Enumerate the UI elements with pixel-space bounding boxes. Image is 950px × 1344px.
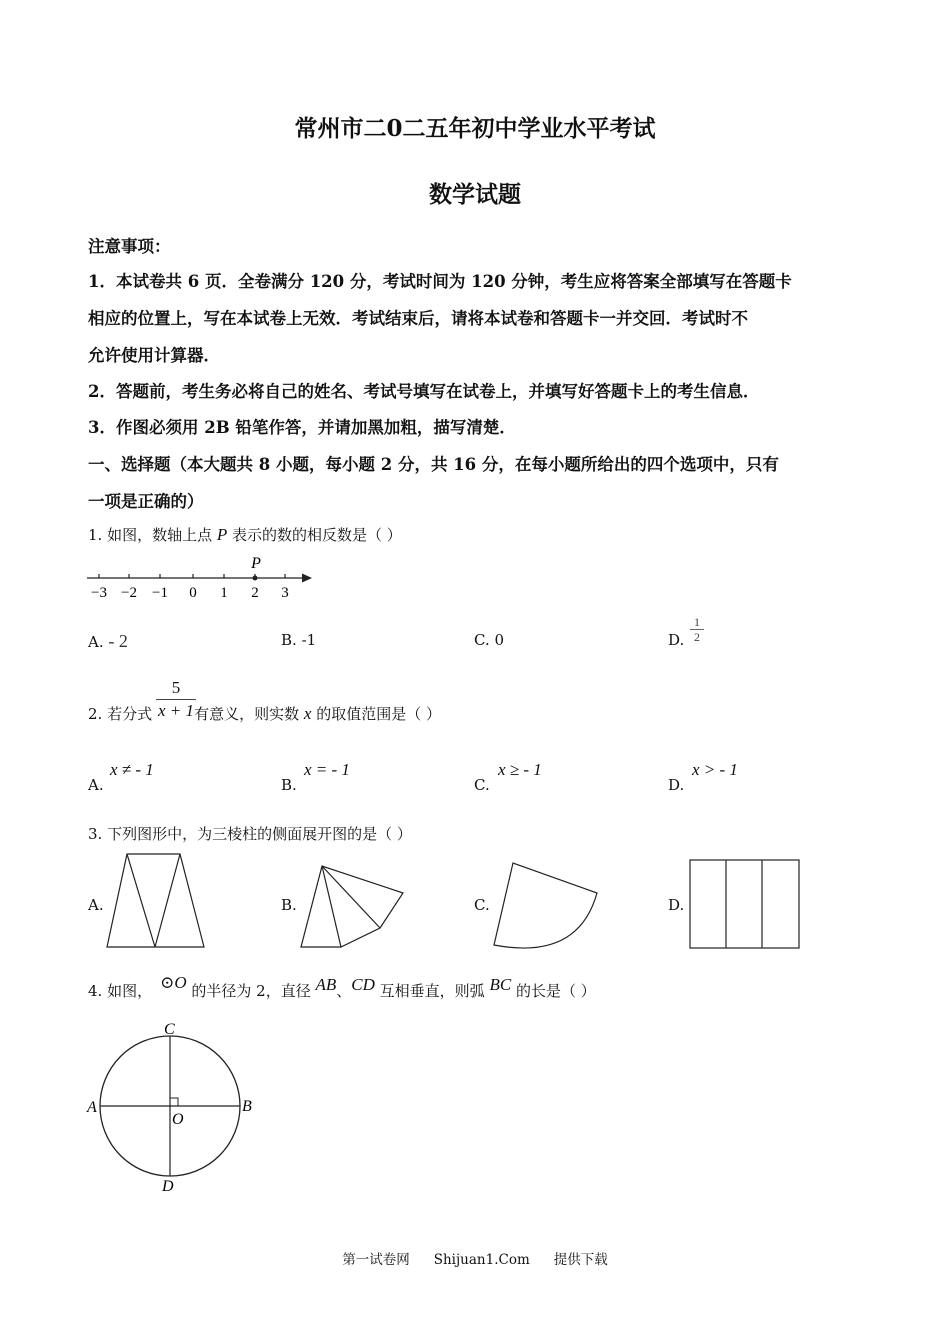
q2-option-b-label[interactable]: B. <box>281 776 297 794</box>
label-b: B <box>242 1098 252 1115</box>
q1-option-a[interactable]: A. - 2 <box>88 631 128 651</box>
tick-label: 0 <box>189 585 197 601</box>
q4-circle-diagram <box>84 1018 264 1198</box>
q2-option-d-label[interactable]: D. <box>668 776 685 794</box>
page-footer <box>0 1248 950 1268</box>
point-p-label: P <box>251 555 261 572</box>
notice-line-1c: 允许使用计算器． <box>88 346 220 365</box>
exam-title: 常州市二0二五年初中学业水平考试 <box>294 115 656 142</box>
q3-figure-d[interactable] <box>688 858 802 950</box>
notice-line-1a: 1．本试卷共 6 页．全卷满分 120 分，考试时间为 120 分钟，考生应将答案全部填写在答题卡 <box>88 272 792 291</box>
label-d: D <box>162 1178 174 1195</box>
q3-option-c-label[interactable]: C. <box>474 896 490 914</box>
label-c: C <box>164 1021 175 1038</box>
point-p-marker <box>253 576 258 581</box>
q3-option-a-label[interactable]: A. <box>88 896 104 914</box>
q2-option-a-label[interactable]: A. <box>88 776 104 794</box>
q3-stem: 3. 下列图形中，为三棱柱的侧面展开图的是（ ） <box>88 825 412 843</box>
q3-option-d-label[interactable]: D. <box>668 896 685 914</box>
label-o: O <box>172 1111 184 1128</box>
notice-line-1b: 相应的位置上，写在本试卷上无效．考试结束后，请将本试卷和答题卡一并交回．考试时不 <box>88 309 748 328</box>
exam-subtitle: 数学试题 <box>429 181 521 208</box>
q2-option-b-value: x = - 1 <box>304 760 350 779</box>
section1-line-a: 一、选择题（本大题共 8 小题，每小题 2 分，共 16 分，在每小题所给出的四个选项中，只有 <box>88 455 779 474</box>
tick-label: −2 <box>121 585 137 601</box>
tick-label: −1 <box>152 585 168 601</box>
q2-option-c-label[interactable]: C. <box>474 776 490 794</box>
q2-option-d-value: x > - 1 <box>692 760 738 779</box>
q1-stem: 1. 如图，数轴上点 P 表示的数的相反数是（ ） <box>88 525 402 544</box>
q2-option-a-value: x ≠ - 1 <box>110 760 154 779</box>
tick-label: 2 <box>251 585 259 601</box>
q3-figure-c[interactable] <box>490 861 602 951</box>
footer-site-cn: 第一试卷网 <box>342 1252 410 1268</box>
q3-figure-a[interactable] <box>104 852 208 950</box>
q2-stem: 2. 若分式 有意义，则实数 x 的取值范围是（ ） <box>88 704 441 723</box>
label-a: A <box>87 1099 97 1116</box>
footer-site-en[interactable]: Shijuan1.Com <box>433 1252 530 1268</box>
notice-heading: 注意事项： <box>88 237 171 256</box>
q1-option-d-fraction: $\frac{1}{2}$ <box>690 615 704 644</box>
q2-fraction: $\frac{5}{x + 1}$ <box>157 678 195 720</box>
tick-label: −3 <box>91 585 107 601</box>
q1-number-line <box>80 550 330 605</box>
q1-option-d[interactable]: D. <box>668 631 685 649</box>
notice-line-3: 3．作图必须用 2B 铅笔作答，并请加黑加粗，描写清楚． <box>88 418 516 437</box>
notice-line-2: 2．答题前，考生务必将自己的姓名、考试号填写在试卷上，并填写好答题卡上的考生信息． <box>88 382 760 401</box>
footer-note: 提供下载 <box>553 1252 608 1268</box>
q1-option-c[interactable]: C. 0 <box>474 631 505 649</box>
q3-option-b-label[interactable]: B. <box>281 896 297 914</box>
q1-option-b[interactable]: B. -1 <box>281 631 317 649</box>
q2-option-c-value: x ≥ - 1 <box>498 760 542 779</box>
section1-line-b: 一项是正确的） <box>88 492 204 511</box>
q4-stem: 4. 如图， ⊙O 的半径为 2，直径 AB、CD 互相垂直，则弧 BC 的长是（ ） <box>88 973 596 1000</box>
q3-figure-b[interactable] <box>298 864 408 950</box>
tick-label: 3 <box>281 585 289 601</box>
right-angle-mark <box>170 1098 178 1106</box>
tick-label: 1 <box>220 585 228 601</box>
